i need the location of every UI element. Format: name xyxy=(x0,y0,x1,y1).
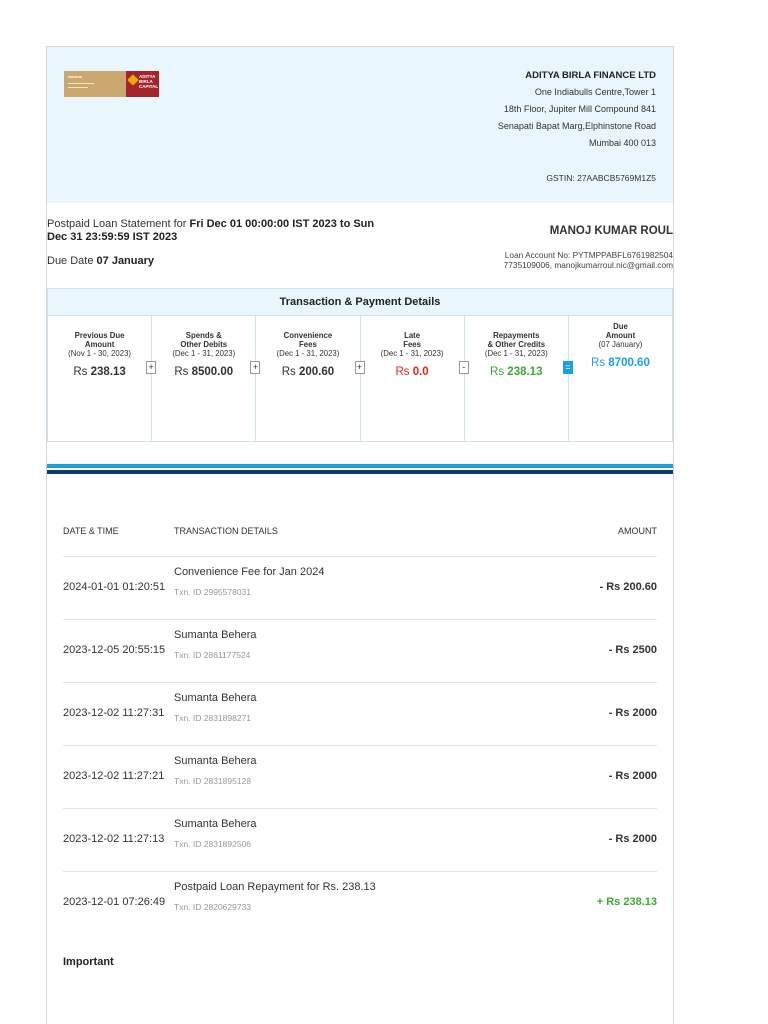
currency-label: Rs xyxy=(281,366,299,378)
loan-account-number: Loan Account No: PYTMPPABFL6761982504 xyxy=(504,250,673,260)
table-row xyxy=(63,871,657,934)
transactions-table-header xyxy=(63,526,657,557)
summary-title: Transaction & Payment Details xyxy=(48,289,672,316)
row-txn-id: Txn. ID 2820629733 xyxy=(174,902,252,912)
row-datetime: 2023-12-05 20:55:15 xyxy=(63,644,166,656)
row-description: Postpaid Loan Repayment for Rs. 238.13 xyxy=(174,881,376,893)
summary-value: 8500.00 xyxy=(191,366,234,378)
row-txn-id: Txn. ID 2831898271 xyxy=(174,713,252,723)
gstin: GSTIN: 27AABCB5769M1Z5 xyxy=(546,173,656,183)
header-amount: AMOUNT xyxy=(618,526,657,536)
row-description: Sumanta Behera xyxy=(174,818,257,830)
important-heading: Important xyxy=(63,956,114,968)
row-amount: - Rs 2000 xyxy=(608,833,657,845)
summary-label: Fees xyxy=(299,340,317,349)
plus-icon: + xyxy=(146,361,156,374)
row-datetime: 2023-12-02 11:27:21 xyxy=(63,770,165,782)
due-date-value: 07 January xyxy=(96,255,155,267)
row-datetime: 2023-12-02 11:27:13 xyxy=(63,833,165,845)
table-row xyxy=(63,808,657,872)
table-row xyxy=(63,682,657,746)
summary-label: Amount xyxy=(84,340,115,349)
row-amount: - Rs 2000 xyxy=(608,770,657,782)
statement-container xyxy=(46,46,674,1024)
row-amount: - Rs 2500 xyxy=(608,644,657,656)
row-description: Sumanta Behera xyxy=(174,692,257,704)
summary-value: 238.13 xyxy=(90,366,126,378)
currency-label: Rs xyxy=(395,366,413,378)
summary-label: Previous Due xyxy=(74,331,125,340)
currency-label: Rs xyxy=(73,366,91,378)
summary-label: & Other Credits xyxy=(487,340,546,349)
row-description: Sumanta Behera xyxy=(174,755,257,767)
row-datetime: 2024-01-01 01:20:51 xyxy=(63,581,166,593)
summary-period: (Dec 1 - 31, 2023) xyxy=(484,349,548,358)
plus-icon: + xyxy=(355,361,365,374)
address-line: One Indiabulls Centre,Tower 1 xyxy=(534,87,656,97)
row-txn-id: Txn. ID 2831892506 xyxy=(174,839,252,849)
due-date-line xyxy=(47,255,154,267)
statement-prefix: Postpaid Loan Statement for xyxy=(47,218,190,230)
row-description: Convenience Fee for Jan 2024 xyxy=(174,566,325,578)
customer-name: MANOJ KUMAR ROUL xyxy=(549,225,673,237)
statement-dates: Fri Dec 01 00:00:00 IST 2023 to Sun Dec 31 23:59:59 IST 2023 xyxy=(47,218,375,243)
summary-spends xyxy=(148,315,256,441)
row-datetime: 2023-12-01 07:26:49 xyxy=(63,896,166,908)
summary-period: (Nov 1 - 30, 2023) xyxy=(68,349,131,358)
currency-label: Rs xyxy=(490,366,508,378)
due-date-label: Due Date xyxy=(47,255,97,267)
row-amount: - Rs 2000 xyxy=(608,707,657,719)
statement-header xyxy=(47,46,673,203)
summary-label: Amount xyxy=(605,331,636,340)
aditya-birla-capital-logo: PREMIUM ADITYA BIRLA CAPITAL xyxy=(64,71,159,97)
row-amount: - Rs 200.60 xyxy=(599,581,657,593)
row-amount: + Rs 238.13 xyxy=(596,896,657,908)
summary-label: Other Debits xyxy=(180,340,228,349)
summary-repayments xyxy=(462,315,569,441)
table-row xyxy=(63,745,657,809)
summary-period: (Dec 1 - 31, 2023) xyxy=(380,349,444,358)
summary-convenience-fees xyxy=(252,315,360,441)
row-txn-id: Txn. ID 2831895128 xyxy=(174,776,252,786)
summary-value: 0.0 xyxy=(412,366,429,378)
summary-period: (07 January) xyxy=(598,340,643,349)
summary-label: Spends & xyxy=(185,331,222,340)
row-txn-id: Txn. ID 2861177524 xyxy=(174,650,251,660)
summary-previous-due xyxy=(48,315,152,441)
currency-label: Rs xyxy=(591,357,609,369)
summary-label: Late xyxy=(404,331,421,340)
header-transaction-details: TRANSACTION DETAILS xyxy=(174,526,278,536)
summary-label: Fees xyxy=(403,340,421,349)
summary-label: Repayments xyxy=(493,331,540,340)
summary-value: 238.13 xyxy=(507,366,543,378)
summary-label: Due xyxy=(613,322,628,331)
summary-period: (Dec 1 - 31, 2023) xyxy=(172,349,236,358)
transaction-payment-summary xyxy=(47,288,673,442)
currency-label: Rs xyxy=(174,366,192,378)
summary-value: 8700.60 xyxy=(608,357,650,369)
header-date-time: DATE & TIME xyxy=(63,526,119,536)
summary-label: Convenience xyxy=(283,331,333,340)
minus-icon: - xyxy=(459,361,469,374)
equals-icon: = xyxy=(563,361,573,374)
summary-period: (Dec 1 - 31, 2023) xyxy=(276,349,340,358)
address-line: 18th Floor, Jupiter Mill Compound 841 xyxy=(503,104,656,114)
summary-value: 200.60 xyxy=(298,366,335,378)
customer-account xyxy=(504,250,673,270)
company-address-block xyxy=(498,67,656,152)
customer-contact: 7735109006, manojkumarroul.nic@gmail.com xyxy=(503,260,673,270)
address-line: Senapati Bapat Marg,Elphinstone Road xyxy=(497,121,656,131)
summary-due-amount xyxy=(565,315,672,441)
row-description: Sumanta Behera xyxy=(174,629,257,641)
statement-period xyxy=(47,218,377,244)
plus-icon: + xyxy=(250,361,260,374)
decorative-divider xyxy=(47,464,673,474)
company-name: ADITYA BIRLA FINANCE LTD xyxy=(525,70,656,81)
row-txn-id: Txn. ID 2995578031 xyxy=(174,587,252,597)
table-row xyxy=(63,619,657,683)
summary-late-fees xyxy=(356,315,465,441)
address-line: Mumbai 400 013 xyxy=(588,138,656,148)
row-datetime: 2023-12-02 11:27:31 xyxy=(63,707,165,719)
table-row xyxy=(63,556,657,620)
